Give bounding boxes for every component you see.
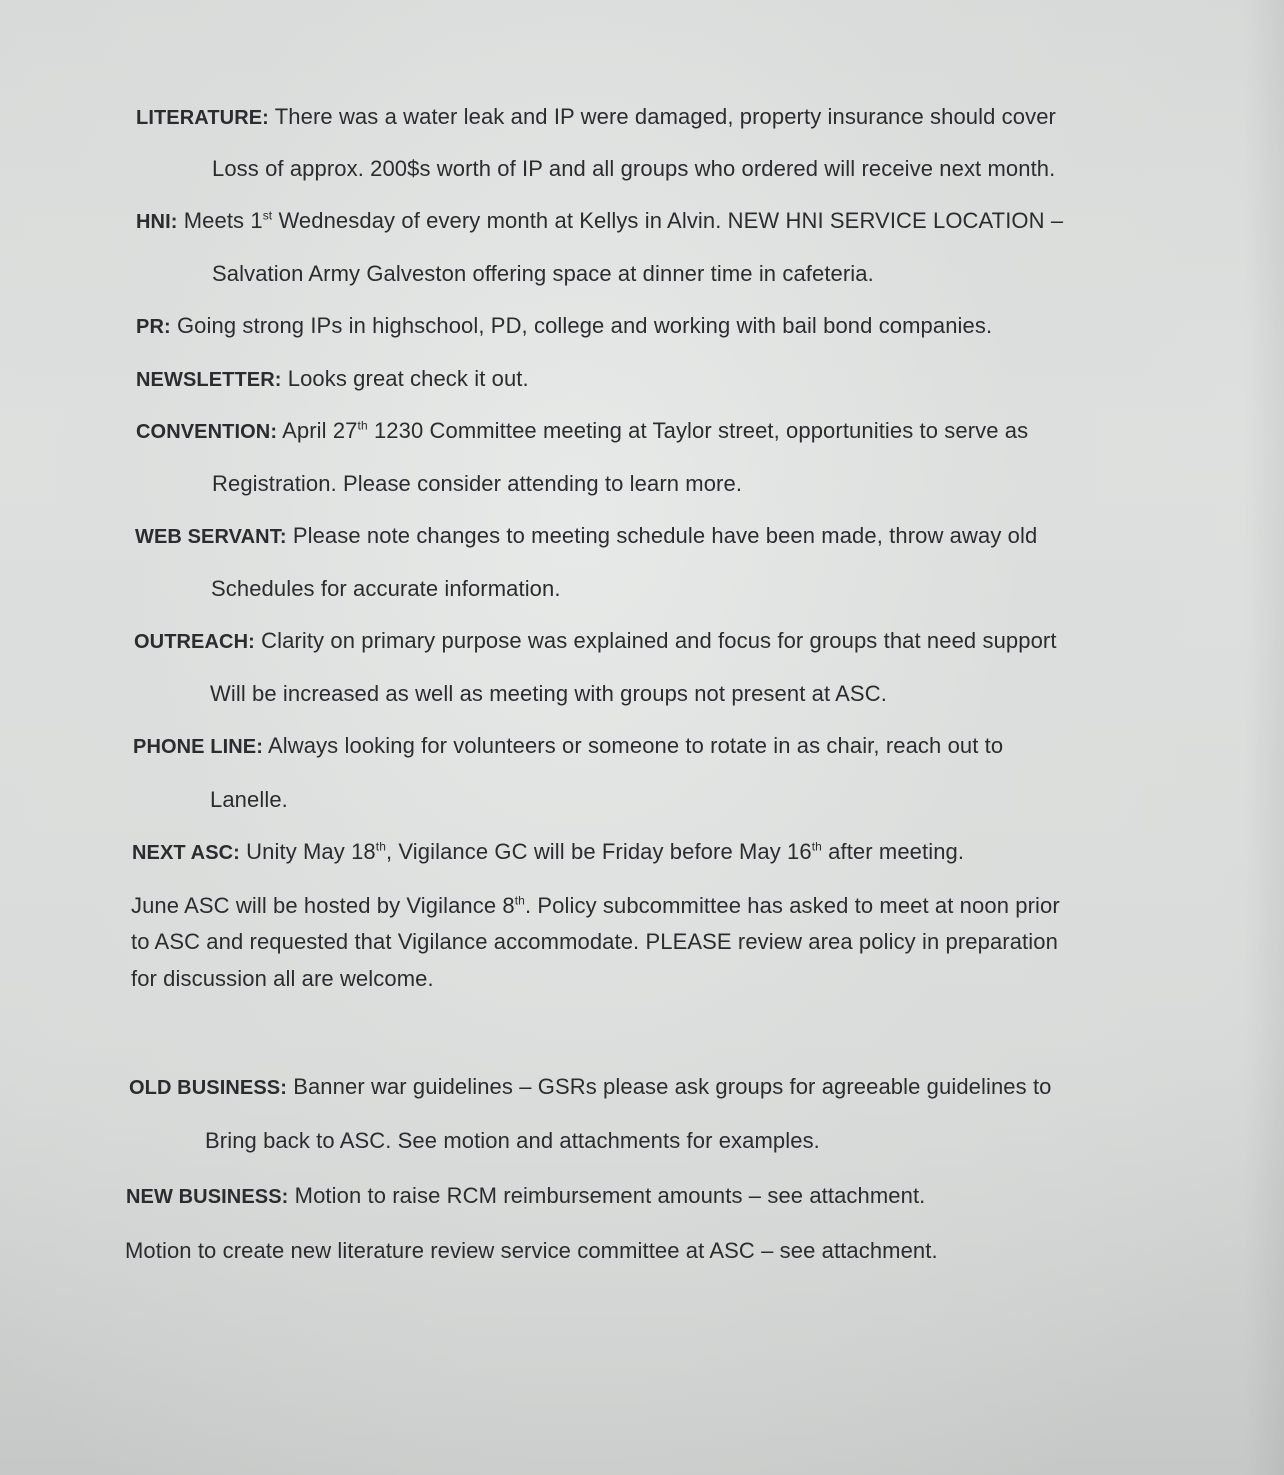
june-text-1-sup: th bbox=[514, 893, 525, 908]
web-servant-line-2: Schedules for accurate information. bbox=[211, 576, 561, 601]
newsletter-text-1: Looks great check it out. bbox=[287, 366, 529, 391]
convention-text-1-sup: th bbox=[357, 418, 368, 433]
literature-line-1 bbox=[136, 103, 1056, 132]
next-asc-text-a: Unity May 18 bbox=[246, 839, 376, 864]
new-business-text-1: Motion to raise RCM reimbursement amounts – see attachment. bbox=[294, 1183, 926, 1208]
june-line-2: to ASC and requested that Vigilance accommodate. PLEASE review area policy in preparation bbox=[131, 929, 1058, 954]
next-asc-text-sup-1: th bbox=[375, 839, 386, 854]
literature-label: LITERATURE: bbox=[136, 107, 269, 129]
next-asc-text-c: after meeting. bbox=[821, 839, 965, 864]
old-business-text-1: Banner war guidelines – GSRs please ask groups for agreeable guidelines to bbox=[293, 1074, 1052, 1099]
convention-text-1-post: 1230 Committee meeting at Taylor street, opportunities to serve as bbox=[367, 418, 1029, 443]
phone-line-line-2: Lanelle. bbox=[210, 787, 288, 812]
literature-line-2: Loss of approx. 200$s worth of IP and all groups who ordered will receive next month. bbox=[212, 156, 1056, 181]
convention-line-2: Registration. Please consider attending to learn more. bbox=[212, 471, 743, 496]
web-servant-text-1: Please note changes to meeting schedule have been made, throw away old bbox=[292, 523, 1038, 548]
pr-label: PR: bbox=[136, 316, 171, 338]
new-business-label: NEW BUSINESS: bbox=[126, 1186, 289, 1208]
pr-text-1: Going strong IPs in highschool, PD, college and working with bail bond companies. bbox=[176, 313, 993, 338]
newsletter-label: NEWSLETTER: bbox=[136, 369, 282, 391]
old-business-line-1 bbox=[129, 1073, 1052, 1102]
web-servant-label: WEB SERVANT: bbox=[135, 526, 287, 548]
outreach-text-1: Clarity on primary purpose was explained and focus for groups that need support bbox=[261, 628, 1057, 653]
outreach-line-1 bbox=[134, 627, 1057, 656]
june-text-1-post: . Policy subcommittee has asked to meet at noon prior bbox=[524, 893, 1060, 918]
newsletter-line-1 bbox=[136, 365, 529, 394]
convention-text-1-pre: April 27 bbox=[282, 418, 358, 443]
phone-line-text-1: Always looking for volunteers or someone to rotate in as chair, reach out to bbox=[268, 733, 1004, 758]
new-business-line-2: Motion to create new literature review service committee at ASC – see attachment. bbox=[125, 1238, 938, 1263]
old-business-label: OLD BUSINESS: bbox=[129, 1077, 287, 1099]
next-asc-label: NEXT ASC: bbox=[132, 842, 240, 864]
literature-text-1: There was a water leak and IP were damaged, property insurance should cover bbox=[274, 104, 1056, 129]
next-asc-text-b: , Vigilance GC will be Friday before May 16 bbox=[385, 839, 812, 864]
pr-line-1 bbox=[136, 312, 992, 341]
hni-text-1-pre: Meets 1 bbox=[183, 208, 263, 233]
june-text-1-pre: June ASC will be hosted by Vigilance 8 bbox=[131, 893, 515, 918]
next-asc-line-1 bbox=[132, 838, 964, 867]
web-servant-line-1 bbox=[135, 522, 1037, 551]
outreach-label: OUTREACH: bbox=[134, 631, 255, 653]
hni-text-1-sup: st bbox=[262, 208, 273, 223]
hni-line-2: Salvation Army Galveston offering space at dinner time in cafeteria. bbox=[212, 261, 874, 286]
phone-line-line-1 bbox=[133, 732, 1003, 761]
new-business-line-1 bbox=[126, 1182, 925, 1211]
june-line-3: for discussion all are welcome. bbox=[131, 966, 434, 991]
hni-text-1-post: Wednesday of every month at Kellys in Alvin. NEW HNI SERVICE LOCATION – bbox=[272, 208, 1064, 233]
june-line-1 bbox=[131, 892, 1060, 920]
phone-line-label: PHONE LINE: bbox=[133, 736, 263, 758]
hni-label: HNI: bbox=[136, 211, 178, 233]
convention-label: CONVENTION: bbox=[136, 421, 278, 443]
hni-line-1 bbox=[136, 207, 1063, 236]
convention-line-1 bbox=[136, 417, 1028, 446]
outreach-line-2: Will be increased as well as meeting with groups not present at ASC. bbox=[210, 681, 887, 706]
next-asc-text-sup-2: th bbox=[811, 839, 822, 854]
old-business-line-2: Bring back to ASC. See motion and attachments for examples. bbox=[205, 1128, 820, 1153]
